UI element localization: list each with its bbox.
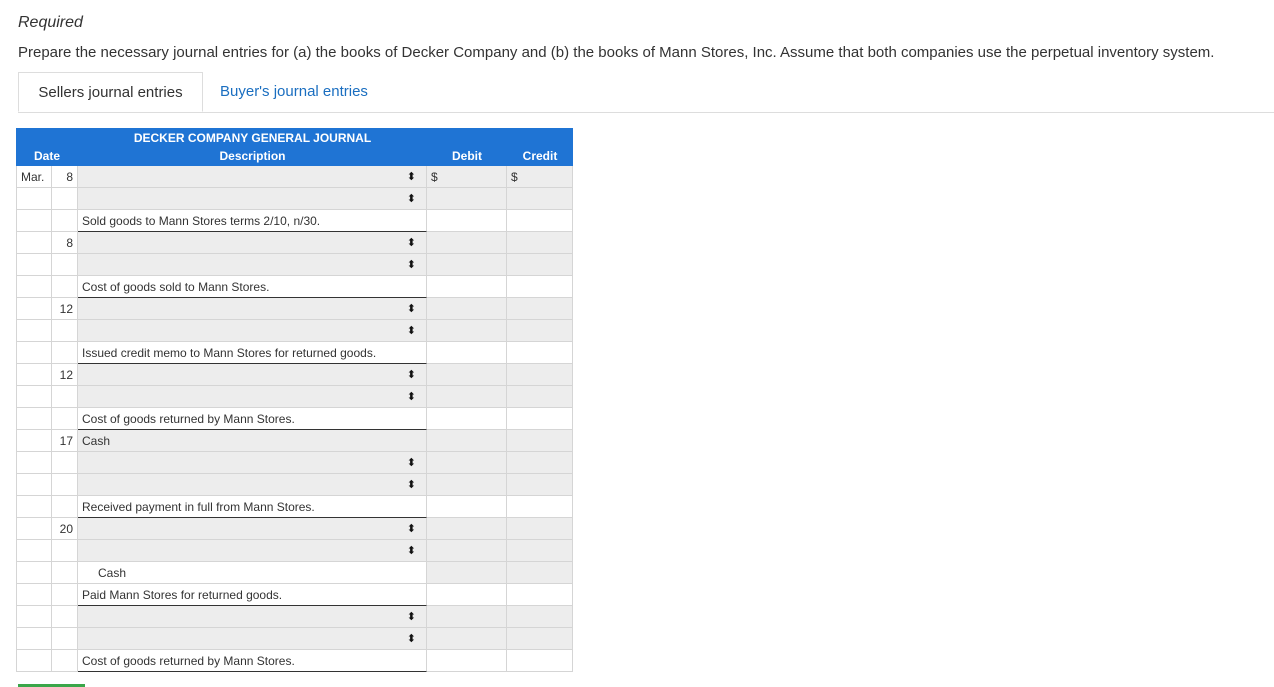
journal-row — [16, 166, 573, 188]
credit-input[interactable] — [507, 628, 573, 650]
journal-row — [16, 342, 573, 364]
dollar-sign: $ — [511, 170, 518, 184]
dollar-sign: $ — [431, 170, 438, 184]
debit-input[interactable] — [427, 562, 507, 584]
journal-row — [16, 518, 573, 540]
month-cell — [16, 254, 52, 276]
journal-row — [16, 276, 573, 298]
credit-input[interactable] — [507, 298, 573, 320]
journal-row — [16, 320, 573, 342]
select-arrows-icon: ⬍ — [406, 391, 416, 403]
debit-input[interactable] — [427, 430, 507, 452]
month-cell — [16, 188, 52, 210]
debit-input[interactable] — [427, 540, 507, 562]
day-cell — [52, 320, 78, 342]
account-select[interactable] — [78, 518, 427, 540]
entry-explanation: Cost of goods sold to Mann Stores. — [78, 276, 427, 298]
month-cell — [16, 650, 52, 672]
month-cell: Mar. — [16, 166, 52, 188]
day-cell: 12 — [52, 364, 78, 386]
debit-input[interactable] — [427, 474, 507, 496]
debit-cell — [427, 650, 507, 672]
credit-cell — [507, 342, 573, 364]
day-cell — [52, 474, 78, 496]
debit-column-header: Debit — [452, 149, 482, 163]
account-select[interactable] — [78, 188, 427, 210]
account-cell: Cash — [78, 562, 427, 584]
credit-input[interactable] — [507, 452, 573, 474]
journal-title: DECKER COMPANY GENERAL JOURNAL — [133, 131, 372, 145]
day-cell — [52, 496, 78, 518]
journal-row — [16, 474, 573, 496]
select-arrows-icon: ⬍ — [406, 523, 416, 535]
month-cell — [16, 342, 52, 364]
day-cell — [52, 254, 78, 276]
general-journal — [16, 128, 573, 672]
debit-cell — [427, 496, 507, 518]
credit-input[interactable] — [507, 320, 573, 342]
date-column-header: Date — [33, 149, 60, 163]
month-cell — [16, 298, 52, 320]
day-cell: 12 — [52, 298, 78, 320]
credit-input[interactable] — [507, 254, 573, 276]
month-cell — [16, 518, 52, 540]
credit-input[interactable] — [507, 540, 573, 562]
month-cell — [16, 276, 52, 298]
day-cell: 17 — [52, 430, 78, 452]
journal-row — [16, 364, 573, 386]
journal-header — [16, 128, 573, 166]
day-cell — [52, 562, 78, 584]
account-select[interactable] — [78, 320, 427, 342]
credit-input[interactable] — [507, 364, 573, 386]
journal-row — [16, 298, 573, 320]
month-cell — [16, 452, 52, 474]
month-cell — [16, 210, 52, 232]
debit-cell — [427, 276, 507, 298]
day-cell: 8 — [52, 232, 78, 254]
credit-input[interactable] — [507, 518, 573, 540]
tab-buyers-journal-entries[interactable]: Buyer's journal entries — [220, 83, 368, 100]
credit-cell — [507, 584, 573, 606]
account-select[interactable] — [78, 452, 427, 474]
day-cell: 8 — [52, 166, 78, 188]
credit-input[interactable] — [507, 606, 573, 628]
day-cell — [52, 210, 78, 232]
debit-cell — [427, 584, 507, 606]
tab-sellers-journal-entries[interactable]: Sellers journal entries — [18, 72, 203, 112]
debit-cell — [427, 408, 507, 430]
journal-row — [16, 584, 573, 606]
select-arrows-icon: ⬍ — [406, 479, 416, 491]
debit-input[interactable] — [427, 232, 507, 254]
account-select[interactable] — [78, 540, 427, 562]
day-cell — [52, 408, 78, 430]
account-select[interactable] — [78, 606, 427, 628]
journal-row — [16, 430, 573, 452]
month-cell — [16, 584, 52, 606]
day-cell — [52, 276, 78, 298]
credit-cell — [507, 496, 573, 518]
day-cell: 20 — [52, 518, 78, 540]
month-cell — [16, 474, 52, 496]
select-arrows-icon: ⬍ — [406, 457, 416, 469]
credit-column-header: Credit — [522, 149, 558, 163]
select-arrows-icon: ⬍ — [406, 545, 416, 557]
debit-input[interactable] — [427, 298, 507, 320]
journal-row — [16, 562, 573, 584]
month-cell — [16, 364, 52, 386]
select-arrows-icon: ⬍ — [406, 611, 416, 623]
debit-input[interactable] — [427, 364, 507, 386]
account-select[interactable] — [78, 474, 427, 496]
journal-row — [16, 210, 573, 232]
day-cell — [52, 606, 78, 628]
month-cell — [16, 232, 52, 254]
day-cell — [52, 628, 78, 650]
debit-input[interactable] — [427, 452, 507, 474]
journal-row — [16, 650, 573, 672]
credit-input[interactable] — [507, 232, 573, 254]
account-select[interactable] — [78, 254, 427, 276]
month-cell — [16, 606, 52, 628]
select-arrows-icon: ⬍ — [406, 193, 416, 205]
select-arrows-icon: ⬍ — [406, 259, 416, 271]
credit-input[interactable] — [507, 166, 573, 188]
credit-input[interactable] — [507, 430, 573, 452]
debit-cell — [427, 210, 507, 232]
month-cell — [16, 408, 52, 430]
debit-input[interactable] — [427, 254, 507, 276]
journal-row — [16, 408, 573, 430]
journal-row — [16, 606, 573, 628]
entry-explanation: Issued credit memo to Mann Stores for returned goods. — [78, 342, 427, 364]
entry-explanation: Cost of goods returned by Mann Stores. — [78, 408, 427, 430]
month-cell — [16, 540, 52, 562]
day-cell — [52, 584, 78, 606]
month-cell — [16, 386, 52, 408]
day-cell — [52, 540, 78, 562]
entry-explanation: Paid Mann Stores for returned goods. — [78, 584, 427, 606]
account-select[interactable] — [78, 298, 427, 320]
account-select[interactable]: Cash — [78, 430, 427, 452]
day-cell — [52, 650, 78, 672]
credit-input[interactable] — [507, 474, 573, 496]
debit-input[interactable] — [427, 166, 507, 188]
credit-cell — [507, 276, 573, 298]
account-select[interactable] — [78, 232, 427, 254]
select-arrows-icon: ⬍ — [406, 369, 416, 381]
day-cell — [52, 342, 78, 364]
month-cell — [16, 430, 52, 452]
credit-cell — [507, 650, 573, 672]
select-arrows-icon: ⬍ — [406, 171, 416, 183]
journal-row — [16, 452, 573, 474]
account-select[interactable] — [78, 628, 427, 650]
entry-explanation: Received payment in full from Mann Stores. — [78, 496, 427, 518]
day-cell — [52, 386, 78, 408]
journal-row — [16, 254, 573, 276]
account-select[interactable] — [78, 166, 427, 188]
select-arrows-icon: ⬍ — [406, 633, 416, 645]
select-arrows-icon: ⬍ — [406, 303, 416, 315]
credit-input[interactable] — [507, 386, 573, 408]
tab-bar — [18, 72, 1274, 113]
select-arrows-icon: ⬍ — [406, 237, 416, 249]
day-cell — [52, 452, 78, 474]
journal-row — [16, 232, 573, 254]
entry-explanation: Sold goods to Mann Stores terms 2/10, n/30. — [78, 210, 427, 232]
credit-cell — [507, 210, 573, 232]
account-select[interactable] — [78, 386, 427, 408]
debit-input[interactable] — [427, 518, 507, 540]
month-cell — [16, 496, 52, 518]
debit-input[interactable] — [427, 320, 507, 342]
instructions-text: Prepare the necessary journal entries for (a) the books of Decker Company and (b) the books of Mann Stores, Inc. Assume that both companies use the perpetual inventory system. — [18, 44, 1215, 61]
month-cell — [16, 562, 52, 584]
day-cell — [52, 188, 78, 210]
account-select[interactable] — [78, 364, 427, 386]
debit-input[interactable] — [427, 606, 507, 628]
journal-row — [16, 188, 573, 210]
required-heading: Required — [18, 14, 83, 31]
debit-input[interactable] — [427, 628, 507, 650]
credit-input[interactable] — [507, 562, 573, 584]
select-arrows-icon: ⬍ — [406, 325, 416, 337]
credit-input[interactable] — [507, 188, 573, 210]
month-cell — [16, 628, 52, 650]
journal-row — [16, 496, 573, 518]
month-cell — [16, 320, 52, 342]
debit-input[interactable] — [427, 188, 507, 210]
entry-explanation: Cost of goods returned by Mann Stores. — [78, 650, 427, 672]
journal-row — [16, 386, 573, 408]
credit-cell — [507, 408, 573, 430]
debit-cell — [427, 342, 507, 364]
debit-input[interactable] — [427, 386, 507, 408]
description-column-header: Description — [219, 149, 286, 163]
journal-row — [16, 540, 573, 562]
journal-row — [16, 628, 573, 650]
